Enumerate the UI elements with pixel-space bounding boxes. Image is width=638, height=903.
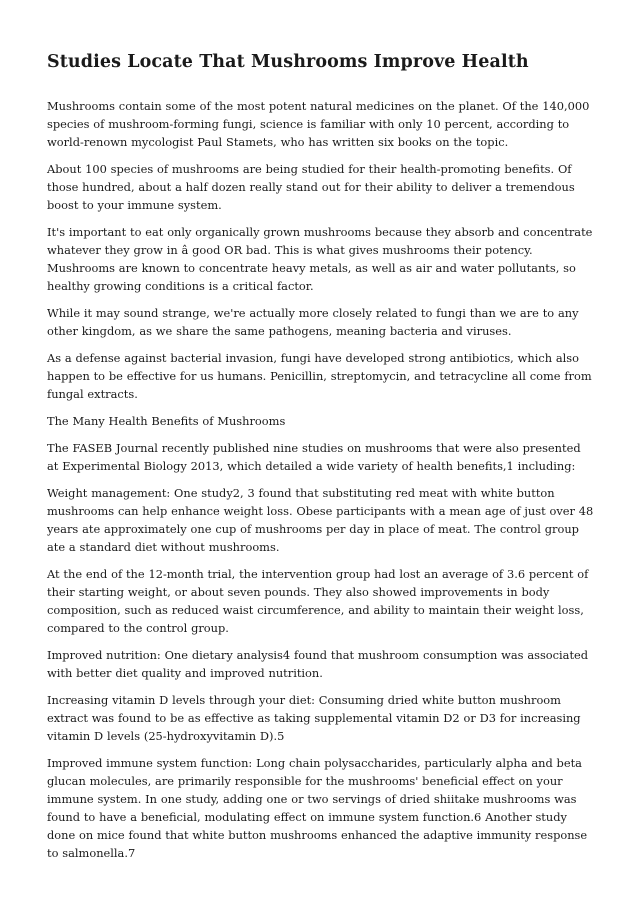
paragraph-organic: It's important to eat only organically grown mushrooms because they absorb and concentrate whatever they grow in â good OR bad. This is what gives mushrooms their potency. Mushrooms are known to concentrate heavy metals, as well as air and water pollutants, so healthy growing conditions is a critical factor. — [47, 225, 593, 293]
document-page — [47, 50, 595, 871]
paragraph-species-studied: About 100 species of mushrooms are being studied for their health-promoting benefits. Of those hundred, about a half dozen really stand out for their ability to deliver a tremendous boost to your immune system. — [47, 162, 575, 212]
paragraph-vitamin-d: Increasing vitamin D levels through your diet: Consuming dried white button mushroom extract was found to be as effective as taking supplemental vitamin D2 or D3 for increasing vitamin D levels (25-hydroxyvitamin D).5 — [47, 693, 581, 743]
paragraph-related-to-fungi: While it may sound strange, we're actually more closely related to fungi than we are to any other kingdom, as we share the same pathogens, meaning bacteria and viruses. — [47, 306, 579, 338]
paragraph-nutrition: Improved nutrition: One dietary analysis4 found that mushroom consumption was associated with better diet quality and improved nutrition. — [47, 648, 589, 680]
paragraph-intro: Mushrooms contain some of the most potent natural medicines on the planet. Of the 140,000 species of mushroom-forming fungi, science is familiar with only 10 percent, according to world-renown mycologist Paul Stamets, who has written six books on the topic. — [47, 99, 590, 149]
document-title: Studies Locate That Mushrooms Improve Health — [47, 52, 529, 72]
paragraph-antibiotics: As a defense against bacterial invasion, fungi have developed strong antibiotics, which also happen to be effective for us humans. Penicillin, streptomycin, and tetracycline all come from fungal extracts. — [47, 351, 592, 401]
paragraph-faseb: The FASEB Journal recently published nine studies on mushrooms that were also presented at Experimental Biology 2013, which detailed a wide variety of health benefits,1 including: — [47, 441, 581, 473]
paragraph-weight-management: Weight management: One study2, 3 found that substituting red meat with white button mushrooms can help enhance weight loss. Obese participants with a mean age of just over 48 years ate approximately one cup of mushrooms per day in place of meat. The control group ate a standard diet without mushrooms. — [47, 486, 594, 554]
paragraph-trial-results: At the end of the 12-month trial, the intervention group had lost an average of 3.6 percent of their starting weight, or about seven pounds. They also showed improvements in body composition, such as reduced waist circumference, and ability to maintain their weight loss, compared to the control group. — [47, 567, 589, 635]
paragraph-immune-system: Improved immune system function: Long chain polysaccharides, particularly alpha and beta glucan molecules, are primarily responsible for the mushrooms' beneficial effect on your immune system. In one study, adding one or two servings of dried shiitake mushrooms was found to have a beneficial, modulating effect on immune system function.6 Another study done on mice found that white button mushrooms enhanced the adaptive immunity response to salmonella.7 — [47, 756, 588, 860]
section-heading-benefits: The Many Health Benefits of Mushrooms — [47, 414, 286, 428]
